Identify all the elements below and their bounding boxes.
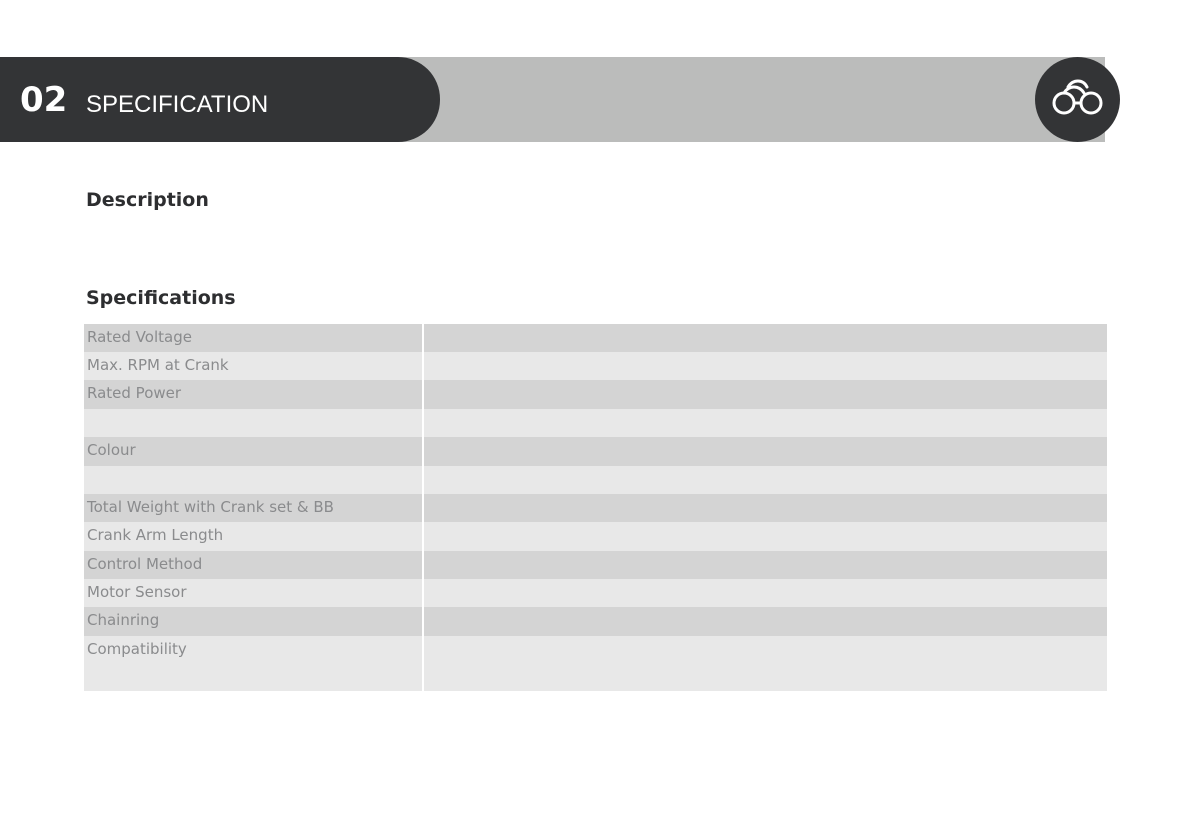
spec-value-compatibility [424, 636, 1107, 691]
specifications-heading: Specifications [86, 287, 236, 309]
table-row [84, 437, 1107, 466]
spec-label-motor-sensor: Motor Sensor [84, 579, 424, 607]
spec-value-rated-voltage [424, 324, 1107, 352]
spec-label-colour: Colour [84, 437, 424, 466]
table-row [84, 324, 1107, 352]
spec-value-motor-sensor [424, 579, 1107, 607]
table-row [84, 380, 1107, 409]
section-number: 02 [20, 80, 68, 120]
spec-value-rated-power [424, 380, 1107, 409]
table-row [84, 551, 1107, 579]
spec-label-total-weight: Total Weight with Crank set & BB [84, 494, 424, 522]
specifications-table [84, 324, 1107, 691]
spec-label-crank-arm-length: Crank Arm Length [84, 522, 424, 551]
table-row [84, 466, 1107, 494]
bicycle-logo-icon [1035, 57, 1120, 142]
table-row [84, 522, 1107, 551]
spec-value-chainring [424, 607, 1107, 636]
spec-value-colour [424, 437, 1107, 466]
spec-value-max-rpm [424, 352, 1107, 380]
spec-value-blank-2 [424, 466, 1107, 494]
table-row [84, 607, 1107, 636]
section-title: SPECIFICATION [86, 91, 269, 118]
spec-value-total-weight [424, 494, 1107, 522]
table-row [84, 636, 1107, 691]
table-row [84, 579, 1107, 607]
spec-label-control-method: Control Method [84, 551, 424, 579]
spec-label-chainring: Chainring [84, 607, 424, 636]
description-heading: Description [86, 189, 209, 211]
spec-value-blank-1 [424, 409, 1107, 437]
spec-label-blank-2 [84, 466, 424, 494]
table-row [84, 409, 1107, 437]
spec-label-max-rpm: Max. RPM at Crank [84, 352, 424, 380]
spec-value-crank-arm-length [424, 522, 1107, 551]
spec-label-rated-voltage: Rated Voltage [84, 324, 424, 352]
spec-label-compatibility: Compatibility [84, 636, 424, 691]
table-row [84, 352, 1107, 380]
spec-value-control-method [424, 551, 1107, 579]
spec-label-blank-1 [84, 409, 424, 437]
table-row [84, 494, 1107, 522]
spec-label-rated-power: Rated Power [84, 380, 424, 409]
